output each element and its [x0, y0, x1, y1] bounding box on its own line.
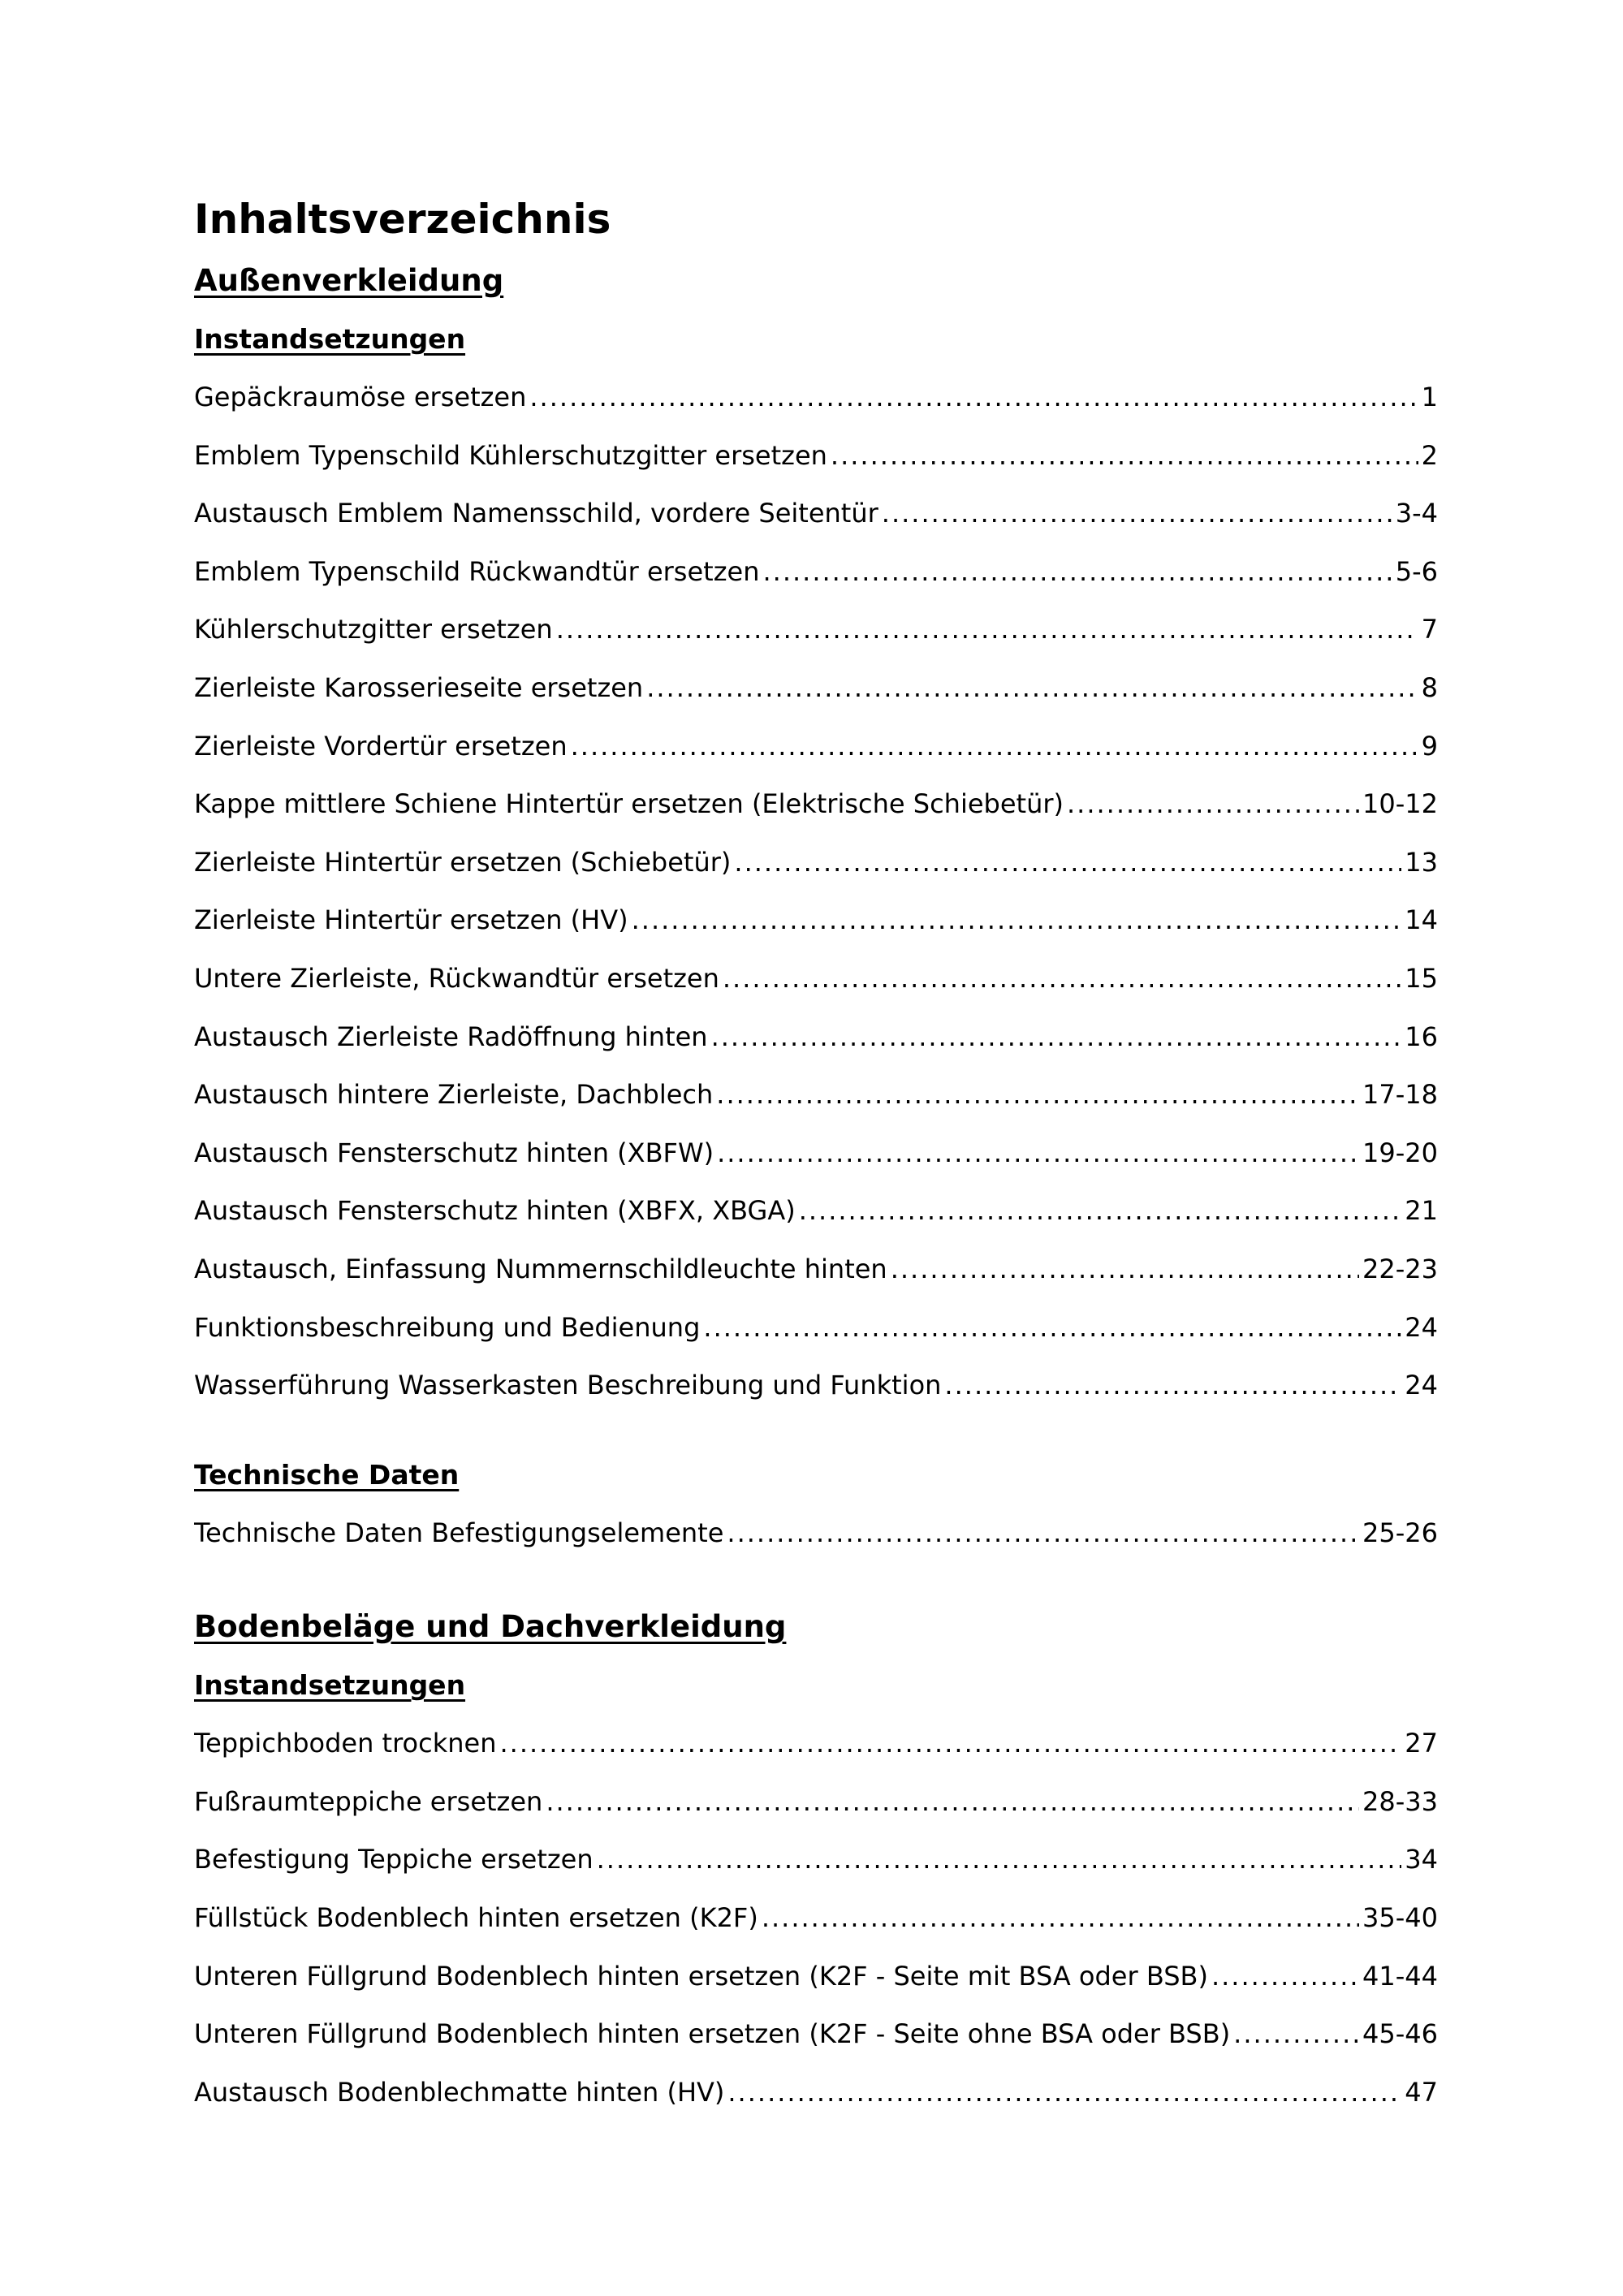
- toc-entry-page-number: 3-4: [1395, 498, 1438, 529]
- toc-entry[interactable]: [194, 659, 1438, 718]
- toc-entry-title: Emblem Typenschild Kühlerschutzgitter ersetzen: [194, 439, 827, 471]
- subsection-spacer: [194, 1415, 1438, 1446]
- toc-entry-page-number: 25-26: [1362, 1517, 1438, 1548]
- toc-entry-list: [194, 1504, 1438, 1563]
- toc-entry-page-number: 45-46: [1362, 2018, 1438, 2050]
- toc-entry-title: Wasserführung Wasserkasten Beschreibung und Funktion: [194, 1370, 942, 1401]
- toc-entry-page-number: 2: [1421, 439, 1438, 471]
- toc-entry[interactable]: [194, 543, 1438, 602]
- toc-entry[interactable]: [194, 1715, 1438, 1773]
- toc-entry-page-number: 28-33: [1362, 1785, 1438, 1817]
- chapter-heading: Bodenbeläge und Dachverkleidung: [194, 1609, 787, 1645]
- subsection-heading: Instandsetzungen: [194, 323, 466, 355]
- toc-entry[interactable]: [194, 1066, 1438, 1124]
- toc-entry-page-number: 27: [1405, 1728, 1438, 1759]
- toc-entry-page-number: 19-20: [1362, 1137, 1438, 1168]
- dot-leader: [1211, 1948, 1359, 2006]
- toc-entry[interactable]: [194, 2064, 1438, 2122]
- toc-entry[interactable]: [194, 1889, 1438, 1948]
- toc-entry-page-number: 13: [1405, 846, 1438, 878]
- toc-entry-page-number: 47: [1405, 2076, 1438, 2108]
- dot-leader: [597, 1831, 1402, 1889]
- dot-leader: [1233, 2005, 1359, 2064]
- toc-entry-title: Zierleiste Vordertür ersetzen: [194, 730, 568, 762]
- toc-page: [194, 187, 1438, 2121]
- chapter-heading: Außenverkleidung: [194, 263, 504, 298]
- dot-leader: [882, 485, 1392, 543]
- dot-leader: [499, 1715, 1401, 1773]
- toc-entry-page-number: 10-12: [1362, 788, 1438, 820]
- toc-entry[interactable]: [194, 1948, 1438, 2006]
- toc-entry-title: Austausch Emblem Namensschild, vordere Seitentür: [194, 498, 878, 529]
- toc-entry-title: Zierleiste Hintertür ersetzen (HV): [194, 904, 628, 936]
- toc-entry[interactable]: [194, 485, 1438, 543]
- toc-entry[interactable]: [194, 1773, 1438, 1832]
- toc-entry-title: Unteren Füllgrund Bodenblech hinten ersetzen (K2F - Seite mit BSA oder BSB): [194, 1960, 1208, 1992]
- toc-entry[interactable]: [194, 834, 1438, 892]
- toc-entry[interactable]: [194, 1504, 1438, 1563]
- toc-entry[interactable]: [194, 1124, 1438, 1183]
- toc-entry[interactable]: [194, 2005, 1438, 2064]
- toc-entry-page-number: 9: [1421, 730, 1438, 762]
- toc-entry[interactable]: [194, 1299, 1438, 1357]
- dot-leader: [556, 601, 1418, 659]
- dot-leader: [716, 1066, 1359, 1124]
- subsection-heading: Technische Daten: [194, 1458, 460, 1491]
- toc-entry-title: Füllstück Bodenblech hinten ersetzen (K2F): [194, 1902, 758, 1934]
- toc-entry[interactable]: [194, 1241, 1438, 1299]
- toc-entry[interactable]: [194, 1008, 1438, 1067]
- toc-entry-page-number: 17-18: [1362, 1079, 1438, 1111]
- toc-entry[interactable]: [194, 1182, 1438, 1241]
- dot-leader: [727, 2064, 1401, 2122]
- toc-entry[interactable]: [194, 369, 1438, 427]
- toc-entry-list: [194, 369, 1438, 1415]
- dot-leader: [944, 1357, 1401, 1415]
- dot-leader: [632, 891, 1402, 950]
- toc-entry-title: Befestigung Teppiche ersetzen: [194, 1844, 594, 1875]
- toc-entry[interactable]: [194, 1831, 1438, 1889]
- toc-entry-title: Unteren Füllgrund Bodenblech hinten ersetzen (K2F - Seite ohne BSA oder BSB): [194, 2018, 1231, 2050]
- toc-entry-title: Untere Zierleiste, Rückwandtür ersetzen: [194, 962, 719, 994]
- toc-entry-title: Technische Daten Befestigungselemente: [194, 1517, 724, 1548]
- toc-entry-title: Gepäckraumöse ersetzen: [194, 382, 527, 412]
- toc-entry-list: [194, 1715, 1438, 2121]
- toc-entry-page-number: 15: [1405, 962, 1438, 994]
- toc-entry-page-number: 35-40: [1362, 1902, 1438, 1934]
- toc-entry-title: Fußraumteppiche ersetzen: [194, 1785, 543, 1817]
- dot-leader: [799, 1182, 1402, 1241]
- dot-leader: [727, 1504, 1359, 1563]
- toc-entry-page-number: 16: [1405, 1021, 1438, 1052]
- toc-entry[interactable]: [194, 601, 1438, 659]
- toc-entry-title: Kühlerschutzgitter ersetzen: [194, 614, 553, 645]
- toc-entry-page-number: 21: [1405, 1195, 1438, 1227]
- toc-entry[interactable]: [194, 1357, 1438, 1415]
- dot-leader: [891, 1241, 1359, 1299]
- dot-leader: [762, 1889, 1359, 1948]
- dot-leader: [1067, 775, 1359, 834]
- toc-entry-page-number: 8: [1421, 671, 1438, 703]
- toc-entry-title: Teppichboden trocknen: [194, 1728, 497, 1759]
- toc-entry-page-number: 7: [1421, 614, 1438, 645]
- toc-entry-title: Austausch Bodenblechmatte hinten (HV): [194, 2076, 725, 2108]
- toc-entry-page-number: 22-23: [1362, 1253, 1438, 1284]
- page-title: Inhaltsverzeichnis: [194, 196, 611, 243]
- dot-leader: [734, 834, 1401, 892]
- toc-entry-title: Funktionsbeschreibung und Bedienung: [194, 1311, 701, 1343]
- toc-entry[interactable]: [194, 427, 1438, 486]
- dot-leader: [546, 1773, 1359, 1832]
- dot-leader: [711, 1008, 1402, 1067]
- toc-entry[interactable]: [194, 718, 1438, 776]
- dot-leader: [571, 718, 1418, 776]
- dot-leader: [831, 427, 1418, 486]
- dot-leader: [723, 950, 1401, 1008]
- dot-leader: [529, 369, 1418, 427]
- toc-entry-title: Zierleiste Hintertür ersetzen (Schiebetür): [194, 846, 732, 878]
- section-spacer: [194, 1562, 1438, 1598]
- dot-leader: [717, 1124, 1359, 1183]
- toc-entry-page-number: 34: [1405, 1844, 1438, 1875]
- toc-entry-title: Austausch hintere Zierleiste, Dachblech: [194, 1079, 714, 1111]
- toc-entry-title: Emblem Typenschild Rückwandtür ersetzen: [194, 555, 760, 587]
- toc-entry-title: Kappe mittlere Schiene Hintertür ersetzen (Elektrische Schiebetür): [194, 788, 1064, 820]
- toc-entry-page-number: 24: [1405, 1370, 1438, 1401]
- toc-entry-page-number: 5-6: [1395, 555, 1438, 587]
- toc-entry-page-number: 1: [1421, 382, 1438, 412]
- toc-entry-page-number: 14: [1405, 904, 1438, 936]
- toc-entry[interactable]: [194, 950, 1438, 1008]
- toc-entry[interactable]: [194, 775, 1438, 834]
- toc-entry-title: Austausch, Einfassung Nummernschildleuchte hinten: [194, 1253, 887, 1284]
- subsection-heading: Instandsetzungen: [194, 1669, 466, 1702]
- toc-entry-title: Zierleiste Karosserieseite ersetzen: [194, 671, 644, 703]
- dot-leader: [762, 543, 1392, 602]
- toc-entry-title: Austausch Fensterschutz hinten (XBFW): [194, 1137, 714, 1168]
- toc-entry-title: Austausch Zierleiste Radöffnung hinten: [194, 1021, 708, 1052]
- dot-leader: [646, 659, 1418, 718]
- table-of-contents: [194, 252, 1438, 2121]
- toc-entry-page-number: 41-44: [1362, 1960, 1438, 1992]
- dot-leader: [703, 1299, 1401, 1357]
- toc-entry-title: Austausch Fensterschutz hinten (XBFX, XBGA): [194, 1195, 796, 1227]
- toc-entry[interactable]: [194, 891, 1438, 950]
- toc-entry-page-number: 24: [1405, 1311, 1438, 1343]
